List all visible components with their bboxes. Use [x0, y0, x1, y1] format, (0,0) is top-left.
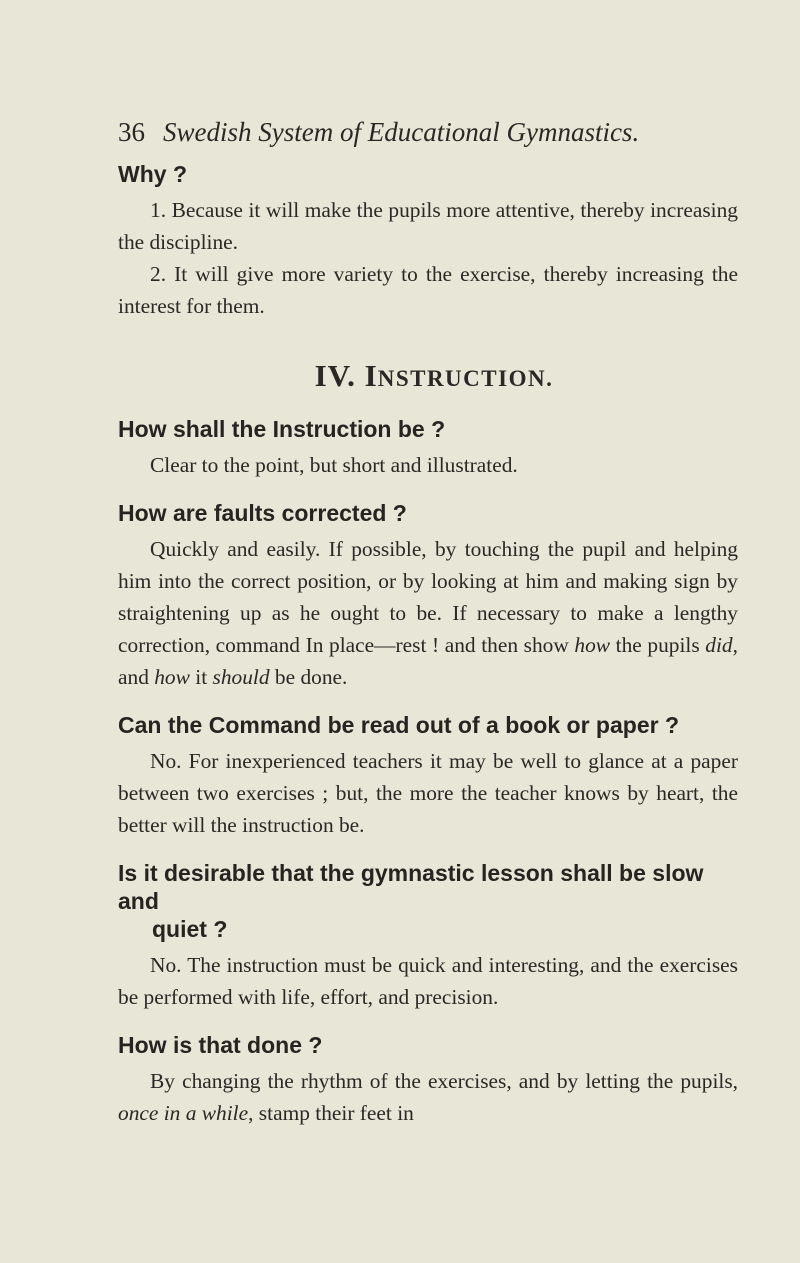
- emphasis-should: should: [212, 665, 270, 689]
- answer-lesson: No. The instruction must be quick and interesting, and the exercises be performed with life, effort, and precision.: [118, 953, 738, 1009]
- answer-instruction: Clear to the point, but short and illustrated.: [150, 453, 518, 477]
- running-title: Swedish System of Educational Gymnastics.: [163, 117, 640, 147]
- answer-command: No. For inexperienced teachers it may be well to glance at a paper between two exercises ; but, the more the teacher knows by heart, the better will the instruction be.: [118, 749, 738, 837]
- question-done: How is that done ?: [118, 1032, 323, 1058]
- emphasis-how-2: how: [154, 665, 190, 689]
- question-faults: How are faults corrected ?: [118, 500, 407, 526]
- running-header: [118, 116, 738, 148]
- section-title-rest: NSTRUCTION.: [377, 366, 554, 391]
- section-heading: [118, 358, 738, 397]
- question-why: Why ?: [118, 161, 187, 187]
- question-command: Can the Command be read out of a book or paper ?: [118, 712, 679, 738]
- answer-done: By changing the rhythm of the exercises, and by letting the pupils, once in a while, stamp their feet in: [118, 1069, 738, 1125]
- answer-why-1: 1. Because it will make the pupils more attentive, thereby increasing the discipline.: [118, 198, 738, 254]
- question-instruction: How shall the Instruction be ?: [118, 416, 446, 442]
- page-number: 36: [118, 117, 145, 147]
- answer-why-2: 2. It will give more variety to the exercise, thereby increasing the interest for them.: [118, 262, 738, 318]
- section-numeral: IV.: [314, 358, 356, 393]
- emphasis-how: how: [574, 633, 611, 657]
- answer-faults: Quickly and easily. If possible, by touching the pupil and helping him into the correct position, or by looking at him and making sign by straightening up as he ought to be. If necessary to make a lengthy correction, command In place—rest ! and then show how the pupils did, and how it should be done.: [118, 537, 738, 689]
- emphasis-once-in-a-while: once in a while: [118, 1101, 249, 1125]
- section-title-initial: I: [364, 358, 378, 393]
- emphasis-did: did: [705, 633, 733, 657]
- question-lesson: Is it desirable that the gymnastic lesson shall be slow and quiet ?: [118, 860, 704, 942]
- page-body: [118, 160, 738, 1129]
